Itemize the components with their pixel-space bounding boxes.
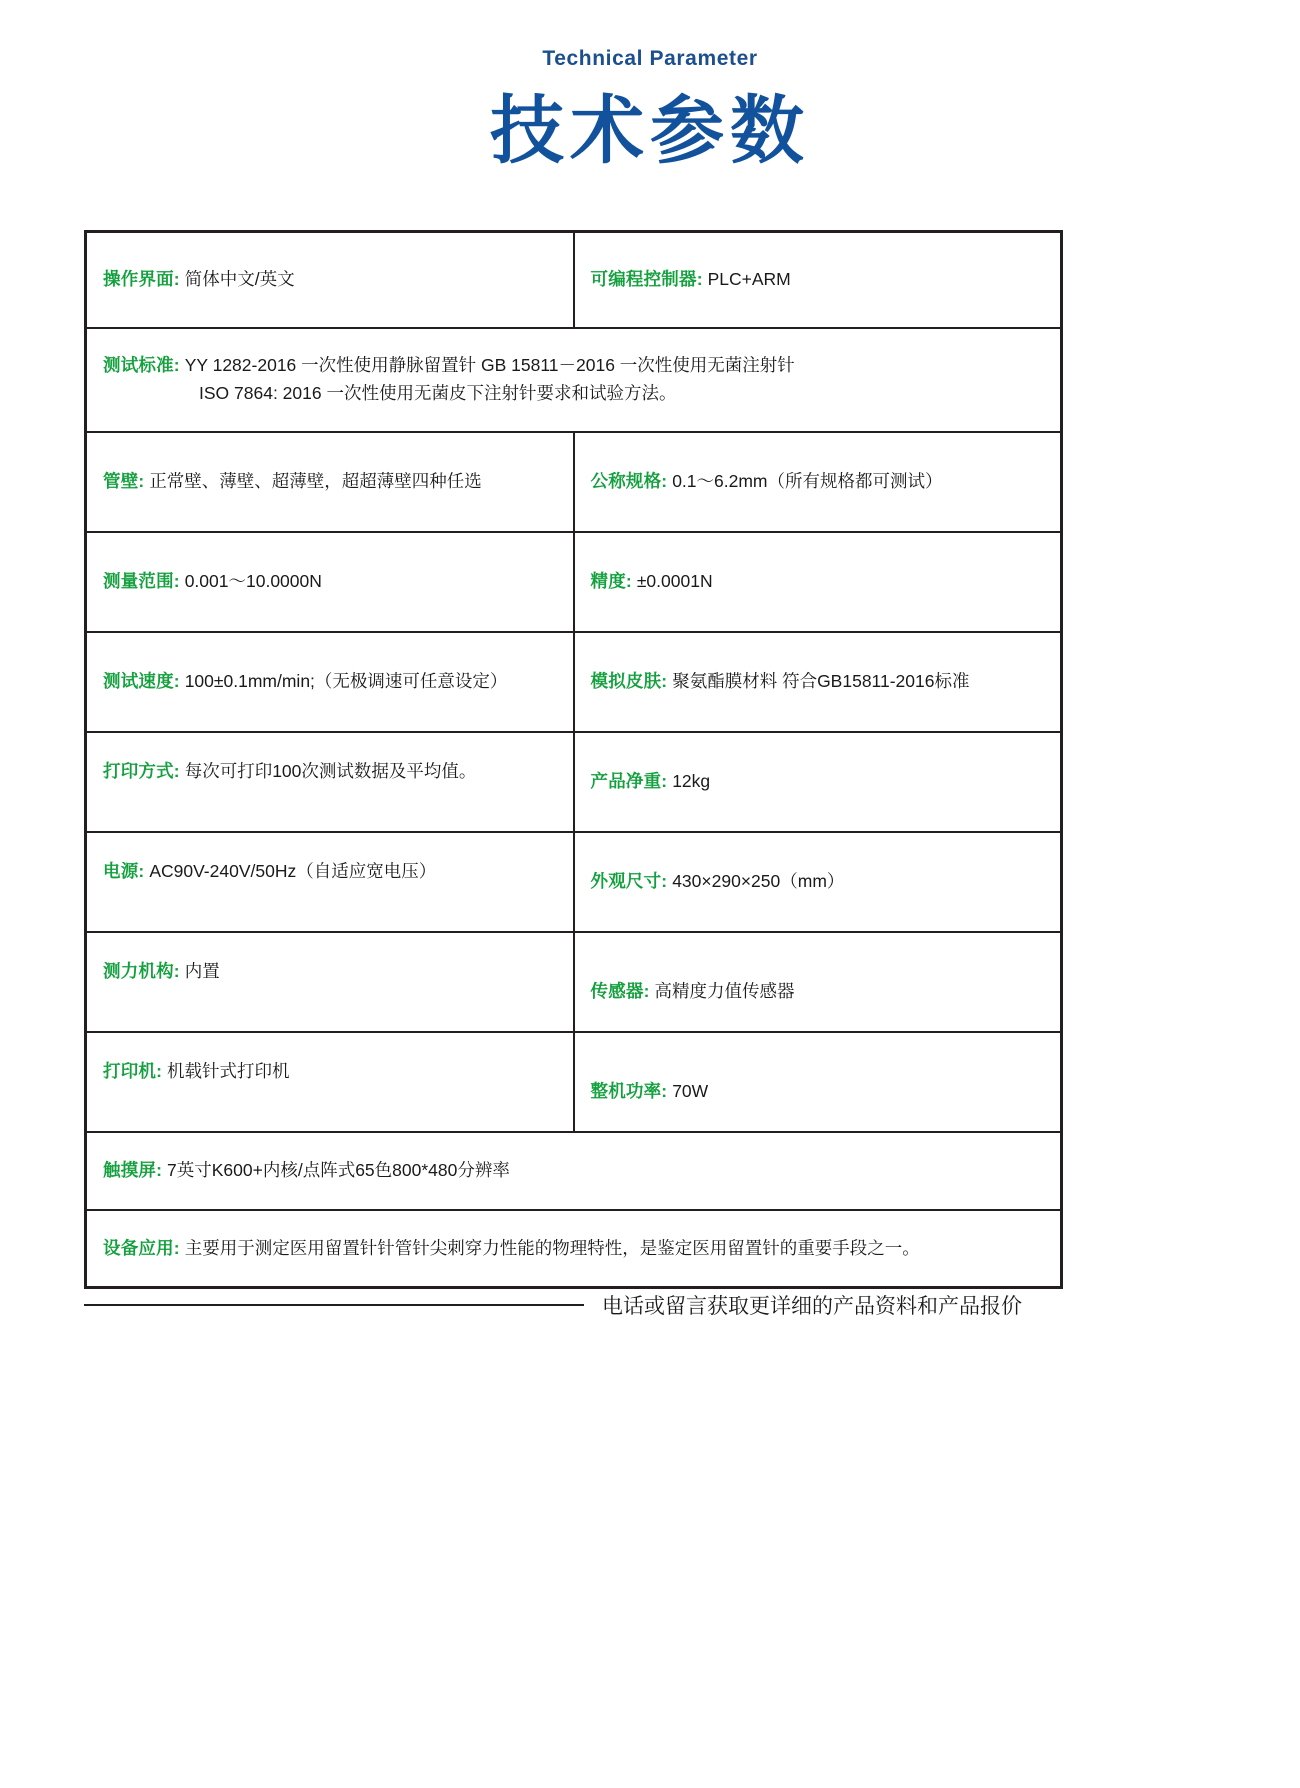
value-equipment-application: 主要用于测定医用留置针针管针尖刺穿力性能的物理特性，是鉴定医用留置针的重要手段之一。 — [184, 1237, 920, 1258]
table-row — [86, 232, 1062, 328]
label-simulated-skin: 模拟皮肤: — [590, 670, 668, 691]
value-force-mechanism: 内置 — [184, 960, 220, 981]
spec-table-container — [84, 230, 1060, 1289]
label-force-mechanism: 测力机构: — [103, 960, 180, 981]
page-eyebrow: Technical Parameter — [542, 47, 758, 70]
value-sensor: 高精度力值传感器 — [654, 980, 795, 1001]
label-accuracy: 精度: — [590, 570, 632, 591]
value-dimensions: 430×290×250（mm） — [672, 870, 845, 891]
value-test-standard-line2: ISO 7864: 2016 一次性使用无菌皮下注射针要求和试验方法。 — [199, 382, 677, 403]
cell-touchscreen — [86, 1132, 1062, 1210]
value-print-method: 每次可打印100次测试数据及平均值。 — [184, 760, 477, 781]
label-print-method: 打印方式: — [103, 760, 180, 781]
label-operation-interface: 操作界面: — [103, 269, 180, 290]
cell-simulated-skin — [574, 632, 1062, 732]
page-title: 技术参数 — [490, 88, 810, 174]
cell-accuracy — [574, 532, 1062, 632]
cell-power-supply — [86, 832, 574, 932]
value-printer: 机载针式打印机 — [167, 1060, 290, 1081]
value-test-standard-line1: YY 1282-2016 一次性使用静脉留置针 GB 15811－2016 一次性使用无菌注射针 — [184, 355, 795, 376]
technical-parameter-table — [84, 230, 1063, 1289]
table-row — [86, 732, 1062, 832]
label-equipment-application: 设备应用: — [103, 1237, 180, 1258]
cell-print-method — [86, 732, 574, 832]
label-net-weight: 产品净重: — [590, 770, 668, 791]
table-row — [86, 532, 1062, 632]
page-header — [0, 0, 1300, 172]
label-tube-wall: 管壁: — [103, 470, 145, 491]
cell-operation-interface — [86, 232, 574, 328]
value-plc-controller: PLC+ARM — [707, 269, 791, 290]
cell-test-standard — [86, 328, 1062, 432]
value-nominal-size: 0.1～6.2mm（所有规格都可测试） — [672, 470, 943, 491]
table-row — [86, 832, 1062, 932]
value-measuring-range: 0.001～10.0000N — [184, 570, 322, 591]
label-power-supply: 电源: — [103, 860, 145, 881]
value-operation-interface: 简体中文/英文 — [184, 269, 295, 290]
table-row — [86, 328, 1062, 432]
value-test-speed: 100±0.1mm/min;（无极调速可任意设定） — [184, 670, 508, 691]
cell-dimensions — [574, 832, 1062, 932]
cell-measuring-range — [86, 532, 574, 632]
value-accuracy: ±0.0001N — [636, 570, 713, 591]
value-simulated-skin: 聚氨酯膜材料 符合GB15811-2016标准 — [672, 670, 970, 691]
footer-contact-text: 电话或留言获取更详细的产品资料和产品报价 — [602, 1295, 1022, 1318]
value-touchscreen: 7英寸K600+内核/点阵式65色800*480分辨率 — [167, 1159, 510, 1180]
cell-tube-wall — [86, 432, 574, 532]
label-measuring-range: 测量范围: — [103, 570, 180, 591]
value-tube-wall: 正常壁、薄壁、超薄壁，超超薄壁四种任选 — [149, 470, 482, 491]
table-row — [86, 932, 1062, 1032]
cell-nominal-size — [574, 432, 1062, 532]
table-row — [86, 632, 1062, 732]
cell-plc-controller — [574, 232, 1062, 328]
footer-divider — [84, 1304, 584, 1306]
label-test-standard: 测试标准: — [103, 355, 180, 376]
label-plc-controller: 可编程控制器: — [590, 269, 703, 290]
label-touchscreen: 触摸屏: — [103, 1159, 163, 1180]
label-test-speed: 测试速度: — [103, 670, 180, 691]
cell-printer — [86, 1032, 574, 1132]
value-power-supply: AC90V-240V/50Hz（自适应宽电压） — [149, 860, 437, 881]
cell-total-power — [574, 1032, 1062, 1132]
cell-sensor — [574, 932, 1062, 1032]
value-net-weight: 12kg — [672, 770, 711, 791]
page-footer — [84, 1290, 1060, 1320]
cell-net-weight — [574, 732, 1062, 832]
table-row — [86, 1132, 1062, 1210]
label-total-power: 整机功率: — [590, 1080, 668, 1101]
value-total-power: 70W — [672, 1080, 709, 1101]
label-nominal-size: 公称规格: — [590, 470, 668, 491]
cell-force-mechanism — [86, 932, 574, 1032]
label-printer: 打印机: — [103, 1060, 163, 1081]
label-sensor: 传感器: — [590, 980, 650, 1001]
table-row — [86, 432, 1062, 532]
table-row — [86, 1210, 1062, 1288]
table-row — [86, 1032, 1062, 1132]
cell-equipment-application — [86, 1210, 1062, 1288]
cell-test-speed — [86, 632, 574, 732]
label-dimensions: 外观尺寸: — [590, 870, 668, 891]
